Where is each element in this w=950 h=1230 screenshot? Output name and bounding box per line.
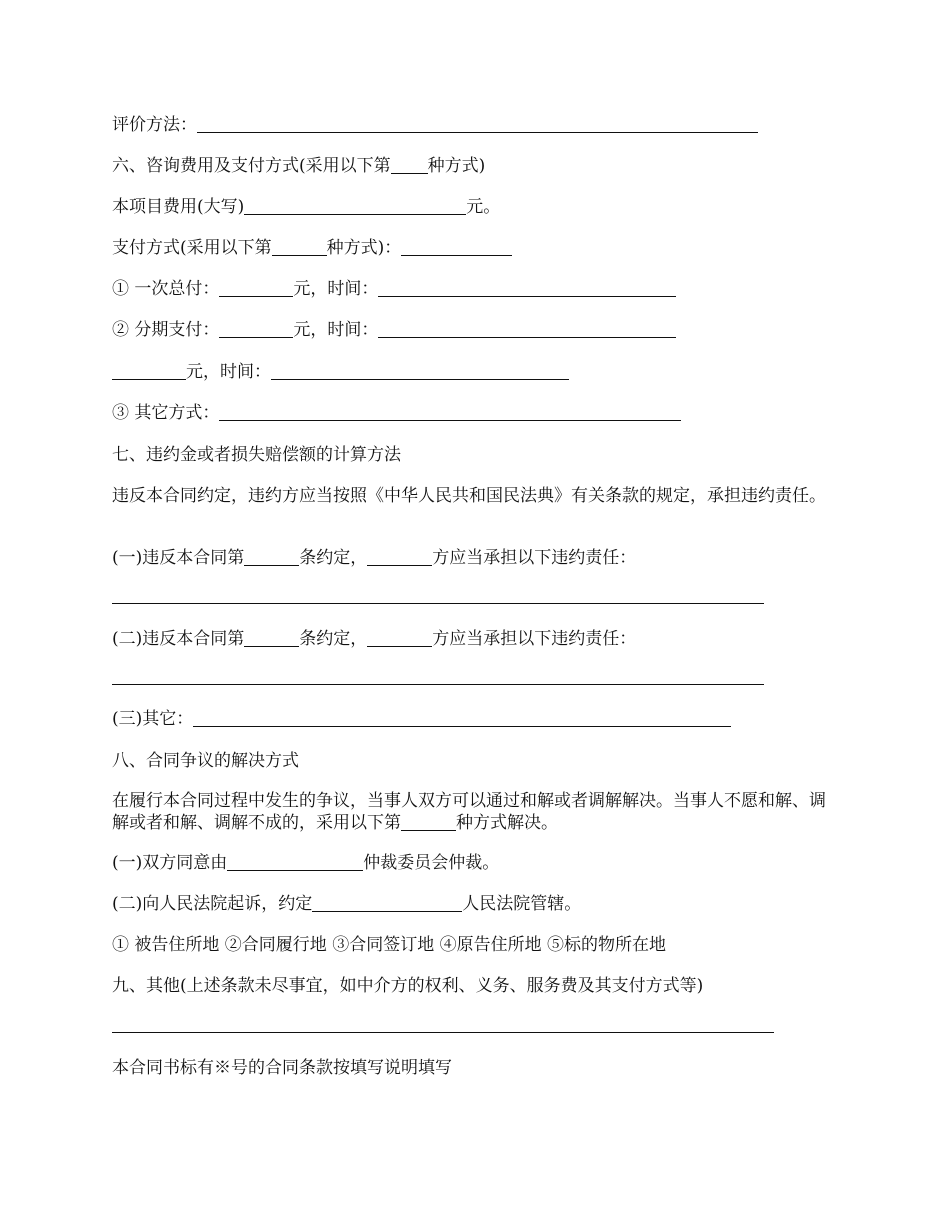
installment-2-time-label: 元，时间：: [186, 362, 271, 382]
lump-sum-row: [112, 278, 676, 300]
other-payment-label: ③ 其它方式：: [112, 403, 220, 423]
section-9-fill-line[interactable]: [112, 1032, 774, 1033]
breach-paragraph: 违反本合同约定，违约方应当按照《中华人民共和国民法典》有关条款的规定，承担违约责任。: [112, 486, 826, 506]
fee-unit: 元。: [466, 197, 501, 217]
breach-2-party-blank[interactable]: [367, 630, 432, 647]
installment-row: [112, 319, 676, 341]
breach-1-text-mid: 条约定，: [299, 548, 368, 568]
section-7-heading: 七、违约金或者损失赔偿额的计算方法: [112, 445, 401, 465]
installment-time-blank[interactable]: [378, 321, 676, 338]
court-row: [112, 893, 581, 915]
breach-clause-3: [112, 708, 731, 730]
arbitration-blank[interactable]: [227, 854, 363, 871]
breach-2-text-mid: 条约定，: [299, 629, 368, 649]
breach-1-fill-line[interactable]: [112, 603, 764, 604]
breach-2-fill-line[interactable]: [112, 684, 764, 685]
breach-3-label: (三)其它：: [112, 709, 194, 729]
footnote: 本合同书标有※号的合同条款按填写说明填写: [112, 1058, 452, 1078]
breach-1-text-end: 方应当承担以下违约责任：: [432, 548, 637, 568]
dispute-text: 在履行本合同过程中发生的争议，当事人双方可以通过和解或者调解解决。当事人不愿和解、调解或者和解、调解不成的，采用以下第: [112, 791, 826, 833]
other-payment-blank[interactable]: [219, 404, 681, 421]
section-6-choice-blank[interactable]: [391, 157, 428, 174]
section-6-heading: [112, 155, 485, 177]
fee-row: [112, 196, 500, 218]
payment-method-label-end: 种方式)：: [326, 238, 402, 258]
section-6-text-end: 种方式): [427, 156, 486, 176]
breach-2-article-blank[interactable]: [244, 630, 299, 647]
lump-sum-label: ① 一次总付：: [112, 279, 220, 299]
installment-row-2: [112, 361, 569, 383]
payment-choice-blank[interactable]: [272, 239, 327, 256]
fee-label: 本项目费用(大写): [112, 197, 245, 217]
installment-2-amount-blank[interactable]: [112, 363, 186, 380]
payment-method-label: 支付方式(采用以下第: [112, 238, 272, 258]
breach-1-article-blank[interactable]: [244, 549, 299, 566]
arbitration-row: [112, 852, 499, 874]
breach-2-text-end: 方应当承担以下违约责任：: [432, 629, 637, 649]
arbitration-label: (一)双方同意由: [112, 853, 228, 873]
installment-label: ② 分期支付：: [112, 320, 220, 340]
breach-1-party-blank[interactable]: [367, 549, 432, 566]
section-6-text: 六、咨询费用及支付方式(采用以下第: [112, 156, 391, 176]
lump-sum-time-blank[interactable]: [378, 280, 676, 297]
breach-1-text: (一)违反本合同第: [112, 548, 245, 568]
installment-2-time-blank[interactable]: [271, 363, 569, 380]
breach-3-blank[interactable]: [193, 710, 731, 727]
venue-options: ① 被告住所地 ②合同履行地 ③合同签订地 ④原告住所地 ⑤标的物所在地: [112, 935, 667, 955]
fee-amount-blank[interactable]: [244, 198, 466, 215]
court-blank[interactable]: [312, 895, 462, 912]
breach-2-text: (二)违反本合同第: [112, 629, 245, 649]
installment-time-label: 元，时间：: [293, 320, 379, 340]
court-label-end: 人民法院管辖。: [462, 894, 582, 914]
lump-sum-time-label: 元，时间：: [293, 279, 379, 299]
breach-clause-1: [112, 547, 636, 569]
payment-method-row: [112, 237, 512, 259]
installment-amount-blank[interactable]: [219, 321, 293, 338]
eval-method-row: [112, 114, 758, 136]
lump-sum-amount-blank[interactable]: [219, 280, 293, 297]
section-8-heading: 八、合同争议的解决方式: [112, 751, 299, 771]
dispute-text-end: 种方式解决。: [456, 813, 558, 833]
dispute-paragraph: [112, 790, 840, 834]
court-label: (二)向人民法院起诉，约定: [112, 894, 313, 914]
arbitration-label-end: 仲裁委员会仲裁。: [363, 853, 500, 873]
payment-method-blank[interactable]: [401, 239, 512, 256]
dispute-choice-blank[interactable]: [401, 814, 456, 831]
breach-clause-2: [112, 628, 636, 650]
eval-method-label: 评价方法：: [112, 115, 197, 135]
other-payment-row: [112, 402, 681, 424]
section-9-heading: 九、其他(上述条款未尽事宜，如中介方的权利、义务、服务费及其支付方式等): [112, 976, 704, 996]
eval-method-blank[interactable]: [197, 116, 758, 133]
